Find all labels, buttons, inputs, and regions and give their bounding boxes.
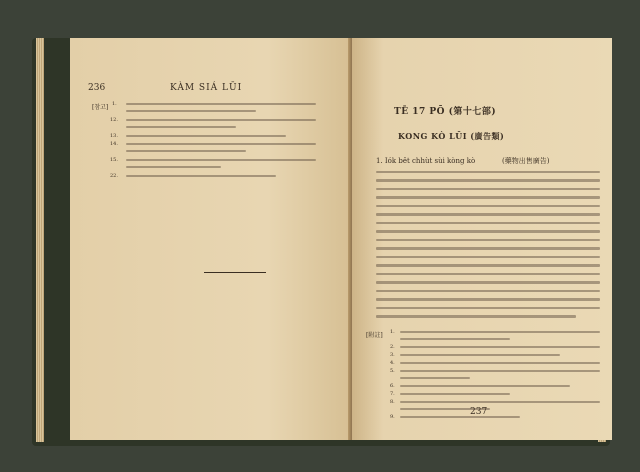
- entry-number: 12.: [110, 117, 118, 123]
- text-line: [376, 179, 600, 182]
- text-line: [376, 256, 600, 258]
- entry-number: 15.: [110, 157, 118, 163]
- text-line: [126, 150, 246, 152]
- text-line: [400, 331, 600, 333]
- text-line: [376, 230, 600, 233]
- text-line: [376, 298, 600, 301]
- text-line: [376, 290, 600, 292]
- text-line: [126, 126, 236, 128]
- text-line: [126, 175, 276, 177]
- left-page-edges: [36, 38, 44, 442]
- entry-number: 22.: [110, 173, 118, 179]
- text-line: [400, 377, 470, 379]
- text-line: [400, 370, 600, 372]
- section-heading: 1. Iók bêt chhùt sùi kòng kò: [376, 157, 476, 165]
- section-label: [참고]: [92, 104, 109, 111]
- chapter-subtitle: KONG KÒ LŪI (廣告類): [398, 131, 505, 141]
- running-head: KÀM SIÁ LŪI: [170, 83, 243, 93]
- text-line: [126, 166, 221, 168]
- left-page-number: 236: [88, 83, 106, 93]
- text-line: [376, 247, 600, 250]
- note-number: 6.: [390, 383, 395, 389]
- note-number: 7.: [390, 391, 395, 397]
- text-line: [376, 239, 600, 241]
- left-page: [70, 38, 352, 440]
- text-line: [376, 281, 600, 284]
- note-number: 3.: [390, 352, 395, 358]
- text-line: [400, 362, 600, 364]
- text-line: [400, 354, 560, 356]
- text-line: [126, 159, 316, 161]
- chapter-title: TĒ 17 PŌ (第十七部): [394, 107, 497, 117]
- text-line: [400, 338, 510, 340]
- open-book: [32, 36, 610, 446]
- text-line: [126, 103, 316, 105]
- note-number: 2.: [390, 344, 395, 350]
- text-line: [376, 264, 600, 267]
- note-number: 1.: [390, 329, 395, 335]
- text-line: [400, 385, 570, 387]
- note-number: 9.: [390, 414, 395, 420]
- text-line: [376, 205, 600, 207]
- text-line: [376, 188, 600, 190]
- text-line: [376, 273, 600, 275]
- entry-number: 1.: [112, 101, 117, 107]
- text-line: [126, 135, 286, 137]
- text-line: [376, 307, 600, 309]
- text-line: [376, 315, 576, 318]
- text-line: [400, 401, 600, 403]
- notes-label: [附註]: [366, 332, 383, 339]
- text-line: [376, 213, 600, 216]
- text-line: [400, 416, 520, 418]
- text-line: [126, 143, 316, 145]
- section-divider: [204, 272, 266, 273]
- text-line: [376, 196, 600, 199]
- note-number: 5.: [390, 368, 395, 374]
- note-number: 8.: [390, 399, 395, 405]
- section-heading-chinese: (藥物出售廣告): [502, 157, 550, 165]
- note-number: 4.: [390, 360, 395, 366]
- text-line: [400, 346, 600, 348]
- text-line: [126, 110, 256, 112]
- entry-number: 13.: [110, 133, 118, 139]
- text-line: [376, 222, 600, 224]
- text-line: [400, 393, 510, 395]
- right-page-number: 237: [470, 407, 488, 417]
- entry-number: 14.: [110, 141, 118, 147]
- text-line: [376, 171, 600, 173]
- text-line: [126, 119, 316, 121]
- right-page: [352, 38, 612, 440]
